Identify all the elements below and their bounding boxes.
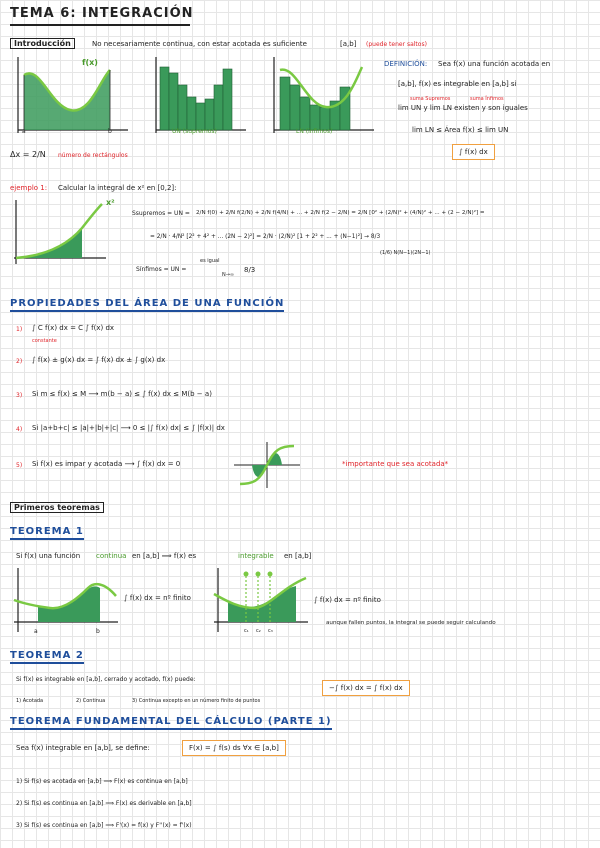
t1-a: a <box>34 628 38 635</box>
t2-o1: 1) Acotada <box>16 698 44 704</box>
example-text: Calcular la integral de x² en [0,2]: <box>58 184 177 192</box>
prop-5-note: *importante que sea acotada* <box>342 460 449 468</box>
t1-eq2: ∫ f(x) dx = nº finito <box>314 596 381 604</box>
graph3-label: LN (ínfimos) <box>296 128 333 135</box>
sup-eq: 2/N f(0) + 2/N f(2/N) + 2/N f(4/N) + ... + 2/N f(2 − 2/N) = 2/N [0² + (2/N)² + (4/N)² + ... + (2 − 2/N)²] = <box>196 210 485 216</box>
t1-b: b <box>96 628 100 635</box>
curve-label: x² <box>106 198 115 207</box>
graph-theorem1-continuous <box>10 566 120 636</box>
def-line3: lim UN y lim LN existen y son iguales <box>398 104 528 112</box>
t2-o3: 3) Continua excepto en un número finito de puntos <box>132 698 261 704</box>
theorems-label: Primeros teoremas <box>10 502 104 513</box>
def-line1: Sea f(x) una función acotada en <box>438 60 551 68</box>
prop-n5: 5) <box>16 462 23 469</box>
prop-n4: 4) <box>16 426 23 433</box>
props-title: PROPIEDADES DEL ÁREA DE UNA FUNCIÓN <box>10 298 284 312</box>
delta-note: número de rectángulos <box>58 152 128 159</box>
t2-title: TEOREMA 2 <box>10 650 84 664</box>
def-integral-box: ∫ f(x) dx <box>452 144 495 160</box>
def-line2: [a,b], f(x) es integrable en [a,b] si <box>398 80 517 88</box>
intro-note: (puede tener saltos) <box>366 41 427 48</box>
t1-eq1: ∫ f(x) dx = nº finito <box>124 594 191 602</box>
tf-3: 3) Si f(s) es continua en [a,b] ⟹ F'(x) = f(x) y F''(x) = f'(x) <box>16 822 192 829</box>
tf-text: Sea f(x) integrable en [a,b], se define: <box>16 744 150 752</box>
tf-2: 2) Si f(s) es continua en [a,b] ⟹ F(x) es derivable en [a,b] <box>16 800 192 807</box>
title-underline <box>10 24 190 26</box>
tf-1: 1) Si f(s) es acotada en [a,b] ⟹ F(x) es continua en [a,b] <box>16 778 188 785</box>
t2-text: Si f(x) es integrable en [a,b], cerrado y acotado, f(x) puede: <box>16 676 196 683</box>
tf-title: TEOREMA FUNDAMENTAL DEL CÁLCULO (PARTE 1) <box>10 716 332 730</box>
t1-text-b: en [a,b] ⟹ f(x) es <box>132 552 197 560</box>
graph2-label: UN (supremos) <box>172 128 217 135</box>
inf-label: Sínfimos = UN = <box>136 266 187 273</box>
t1-c2: c₂ <box>256 628 261 634</box>
sup-label: Ssupremos = UN = <box>132 210 190 217</box>
inf-note: es igual <box>200 258 220 264</box>
inf-result: 8/3 <box>244 266 256 274</box>
t1-cont: continua <box>96 552 127 560</box>
intro-interval: [a,b] <box>340 40 357 48</box>
prop-2: ∫ f(x) ± g(x) dx = ∫ f(x) dx ± ∫ g(x) dx <box>32 356 166 364</box>
def-sup: suma Supremos <box>410 96 451 102</box>
graph-theorem1-discontinuous <box>210 566 310 636</box>
t1-c1: c₁ <box>244 628 249 634</box>
arrow-note: N→∞ <box>222 272 235 278</box>
graph1-a: a <box>22 128 26 135</box>
t1-note: aunque fallen puntos, la integral se puede seguir calculando <box>326 620 496 626</box>
example-label: ejemplo 1: <box>10 184 48 192</box>
graph1-label: f(x) <box>82 58 98 67</box>
prop-n3: 3) <box>16 392 23 399</box>
prop-3: Si m ≤ f(x) ≤ M ⟶ m(b − a) ≤ ∫ f(x) dx ≤ M(b − a) <box>32 390 212 398</box>
page-title: TEMA 6: INTEGRACIÓN <box>10 6 194 21</box>
graph1-b: b <box>108 128 112 135</box>
intro-label: Introducción <box>10 38 75 49</box>
t1-int: integrable <box>238 552 274 560</box>
graph-area-function <box>10 55 130 135</box>
graph-lower-sum <box>266 55 376 135</box>
example-line2: = 2/N · 4/N² [2² + 4² + ... (2N − 2)²] = 2/N · (2/N)² [1 + 2² + ... + (N−1)²] → 8/3 <box>150 234 381 240</box>
sum-note: (1/6) N(N−1)(2N−1) <box>380 250 431 256</box>
def-line4: lim LN ≤ Área f(x) ≤ lim UN <box>412 126 509 134</box>
t1-title: TEOREMA 1 <box>10 526 84 540</box>
tf-box: F(x) = ∫ f(s) ds ∀x ∈ [a,b] <box>182 740 286 756</box>
prop-5: Si f(x) es impar y acotada ⟶ ∫ f(x) dx = 0 <box>32 460 181 468</box>
def-inf: suma Ínfimos <box>470 96 504 102</box>
t1-text-a: Si f(x) una función <box>16 552 81 560</box>
t1-text-c: en [a,b] <box>284 552 312 560</box>
prop-n1: 1) <box>16 326 23 333</box>
prop-1-note: constante <box>32 338 57 344</box>
t1-c3: c₃ <box>268 628 273 634</box>
graph-odd-function <box>232 440 302 490</box>
prop-n2: 2) <box>16 358 23 365</box>
prop-4: Si |a+b+c| ≤ |a|+|b|+|c| ⟶ 0 ≤ |∫ f(x) dx| ≤ ∫ |f(x)| dx <box>32 424 225 432</box>
t2-o2: 2) Continua <box>76 698 106 704</box>
delta-x: Δx = 2/N <box>10 150 46 159</box>
prop-1: ∫ C f(x) dx = C ∫ f(x) dx <box>32 324 115 332</box>
t2-box: −∫ f(x) dx = ∫ f(x) dx <box>322 680 410 696</box>
intro-text: No necesariamente continua, con estar acotada es suficiente <box>92 40 307 48</box>
graph-x-squared <box>10 198 110 270</box>
graph-upper-sum <box>148 55 248 135</box>
def-title: DEFINICIÓN: <box>384 60 428 68</box>
